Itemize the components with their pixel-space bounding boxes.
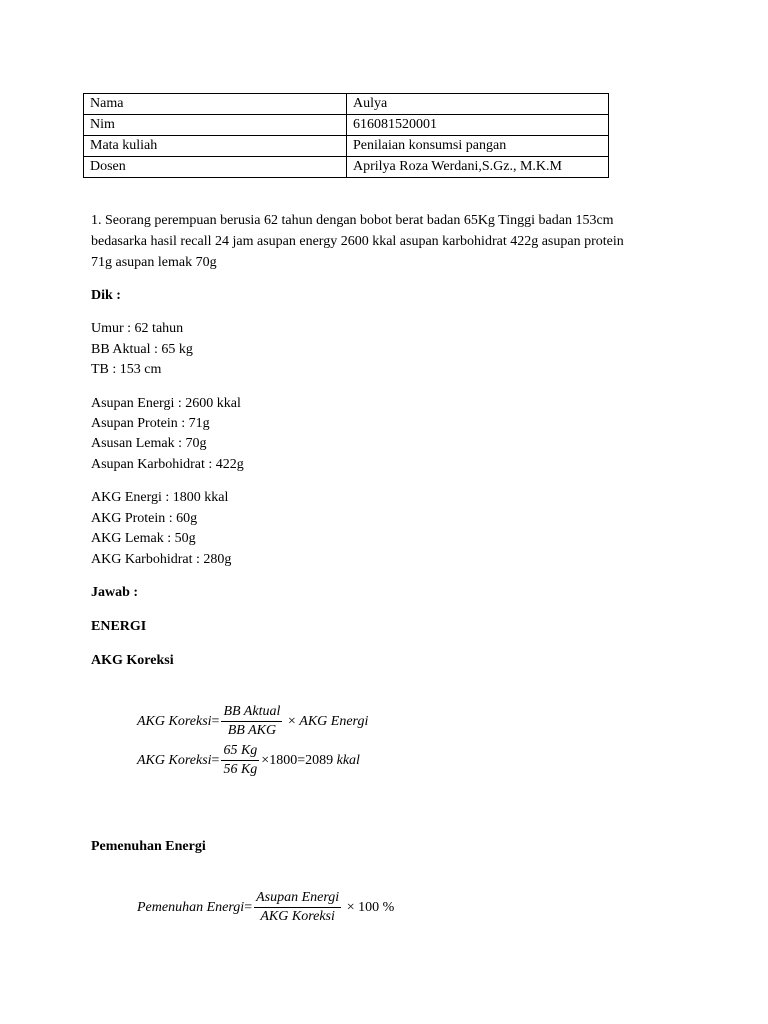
dik-item: Umur : 62 tahun <box>91 321 184 336</box>
equation-lhs: AKG Koreksi <box>137 752 212 768</box>
table-cell-value: Aulya <box>347 94 609 115</box>
fraction-numerator: BB Aktual <box>221 703 282 722</box>
dik-item: Asupan Protein : 71g <box>91 416 210 431</box>
dik-item: Asupan Energi : 2600 kkal <box>91 396 241 411</box>
dik-item: BB Aktual : 65 kg <box>91 342 193 357</box>
equation-lhs: Pemenuhan Energi <box>137 899 245 915</box>
jawab-heading: Jawab : <box>91 585 139 600</box>
pemenuhan-energi-heading: Pemenuhan Energi <box>91 839 206 854</box>
dik-item: Asusan Lemak : 70g <box>91 436 207 451</box>
question-line: 1. Seorang perempuan berusia 62 tahun dengan bobot berat badan 65Kg Tinggi badan 153cm <box>91 213 614 228</box>
fraction-denominator: BB AKG <box>227 723 277 738</box>
energi-heading: ENERGI <box>91 619 147 634</box>
dik-item: AKG Karbohidrat : 280g <box>91 552 232 567</box>
table-row <box>84 136 609 157</box>
dik-heading: Dik : <box>91 288 121 303</box>
table-cell-value: Penilaian konsumsi pangan <box>347 136 609 157</box>
question-line: 71g asupan lemak 70g <box>91 255 217 270</box>
equation-rhs: AKG Energi <box>299 713 369 729</box>
equation-result: 2089 <box>305 752 334 768</box>
dik-item: AKG Energi : 1800 kkal <box>91 490 229 505</box>
equation-unit: kkal <box>336 752 360 768</box>
table-cell-label: Nama <box>84 94 347 115</box>
dik-item: AKG Protein : 60g <box>91 511 198 526</box>
table-cell-label: Nim <box>84 115 347 136</box>
fraction <box>221 703 282 740</box>
fraction-numerator: 65 Kg <box>221 742 259 761</box>
fraction <box>221 742 259 779</box>
fraction-denominator: 56 Kg <box>223 762 258 777</box>
fraction <box>254 889 341 926</box>
table-row <box>84 94 609 115</box>
fraction-denominator: AKG Koreksi <box>260 909 335 924</box>
table-cell-value: 616081520001 <box>347 115 609 136</box>
table-cell-label: Mata kuliah <box>84 136 347 157</box>
equation-pemenuhan-energi: Pemenuhan Energi = $\frac{\text{Asupan Energi}}{\text{AKG Koreksi}}$ × 100 % <box>137 890 395 924</box>
table-cell-value: Aprilya Roza Werdani,S.Gz., M.K.M <box>347 157 609 178</box>
info-table <box>83 93 609 178</box>
equation-lhs: AKG Koreksi <box>137 713 212 729</box>
equation-rhs: 100 % <box>358 899 395 915</box>
table-row <box>84 115 609 136</box>
fraction-numerator: Asupan Energi <box>254 889 341 908</box>
equation-akg-koreksi-formula: AKG Koreksi = $\frac{\text{BB Aktual}}{\text{BB AKG}}$ × AKG Energi <box>137 704 369 738</box>
table-cell-label: Dosen <box>84 157 347 178</box>
dik-item: TB : 153 cm <box>91 362 162 377</box>
akg-koreksi-heading: AKG Koreksi <box>91 653 174 668</box>
table-row <box>84 157 609 178</box>
dik-item: AKG Lemak : 50g <box>91 531 196 546</box>
equation-factor: 1800 <box>269 752 298 768</box>
equation-akg-koreksi-result: AKG Koreksi = $\frac{65 Kg}{56 Kg}$ × 1800 = 2089 kkal <box>137 743 360 777</box>
question-line: bedasarka hasil recall 24 jam asupan energy 2600 kkal asupan karbohidrat 422g asupan protein <box>91 234 624 249</box>
dik-item: Asupan Karbohidrat : 422g <box>91 457 244 472</box>
